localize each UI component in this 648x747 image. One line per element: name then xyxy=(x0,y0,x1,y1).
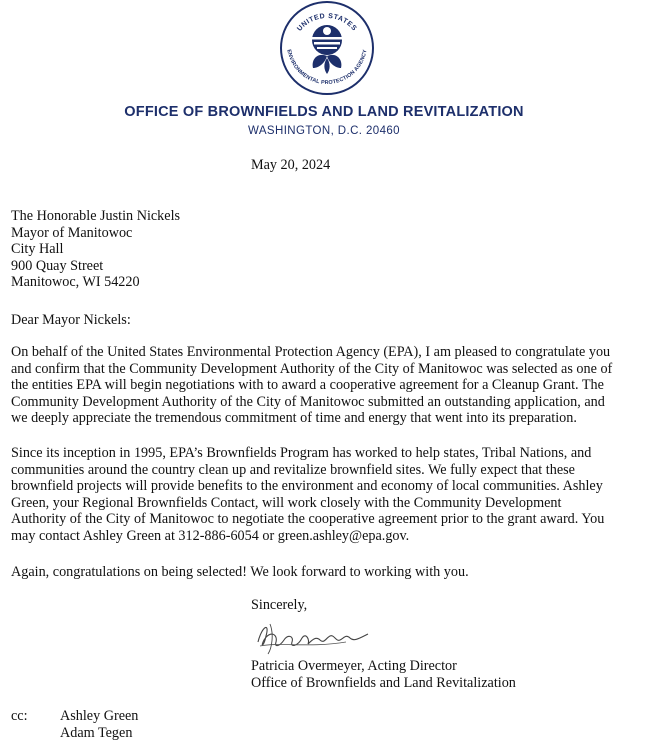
salutation: Dear Mayor Nickels: xyxy=(11,312,131,328)
recipient-line: Manitowoc, WI 54220 xyxy=(11,274,140,290)
signer-office: Office of Brownfields and Land Revitalization xyxy=(251,674,516,691)
paragraph-line: Since its inception in 1995, EPA’s Brownfields Program has worked to help states, Tribal Nations, and xyxy=(11,445,592,461)
signer-block xyxy=(251,658,516,691)
office-title: OFFICE OF BROWNFIELDS AND LAND REVITALIZATION xyxy=(124,104,524,120)
paragraph-2 xyxy=(11,445,604,544)
cc-label: cc: xyxy=(11,708,28,724)
letter-date: May 20, 2024 xyxy=(251,157,331,173)
cc-list xyxy=(60,708,138,741)
paragraph-3: Again, congratulations on being selected! We look forward to working with you. xyxy=(11,564,469,580)
recipient-line: The Honorable Justin Nickels xyxy=(11,208,181,224)
closing: Sincerely, xyxy=(251,597,308,613)
paragraph-line: brownfield projects will provide benefits to the environment and economy of local communities. Ashley xyxy=(11,478,603,494)
paragraph-line: may contact Ashley Green at 312-886-6054 or green.ashley@epa.gov. xyxy=(11,527,410,544)
epa-seal-logo xyxy=(273,0,381,96)
paragraph-line: and confirm that the Community Development Authority of the City of Manitowoc was selected as one of xyxy=(11,360,613,377)
cc-recipient: Adam Tegen xyxy=(60,724,133,741)
paragraph-line: Community Development Authority of the City of Manitowoc submitted an outstanding application, and xyxy=(11,393,605,410)
paragraph-line: we deeply appreciate the tremendous commitment of time and energy that went into its preparation. xyxy=(11,410,577,426)
paragraph-line: communities around the country clean up and revitalize brownfield sites. We fully expect that these xyxy=(11,461,575,478)
paragraph-line: the entities EPA will begin negotiations with to award a cooperative agreement for a Cleanup Grant. The xyxy=(11,377,604,393)
recipient-line: Mayor of Manitowoc xyxy=(11,224,133,241)
paragraph-line: Green, your Regional Brownfields Contact, will work closely with the Community Development xyxy=(11,494,562,511)
paragraph-line: On behalf of the United States Environmental Protection Agency (EPA), I am pleased to congratulate you xyxy=(11,344,611,360)
paragraph-1 xyxy=(11,344,612,427)
recipient-address xyxy=(11,208,180,291)
signature-image xyxy=(250,612,380,658)
signer-name-title: Patricia Overmeyer, Acting Director xyxy=(251,658,457,674)
cc-recipient: Ashley Green xyxy=(60,708,139,724)
svg-text:ENVIRONMENTAL PROTECTION AGENC: ENVIRONMENTAL PROTECTION AGENCY xyxy=(285,48,369,87)
paragraph-line: Authority of the City of Manitowoc to negotiate the cooperative agreement prior to the grant award. You xyxy=(11,511,605,527)
recipient-line: 900 Quay Street xyxy=(11,257,104,274)
svg-text:UNITED STATES: UNITED STATES xyxy=(296,12,358,33)
office-city: WASHINGTON, D.C. 20460 xyxy=(248,125,400,137)
recipient-line: City Hall xyxy=(11,241,64,257)
